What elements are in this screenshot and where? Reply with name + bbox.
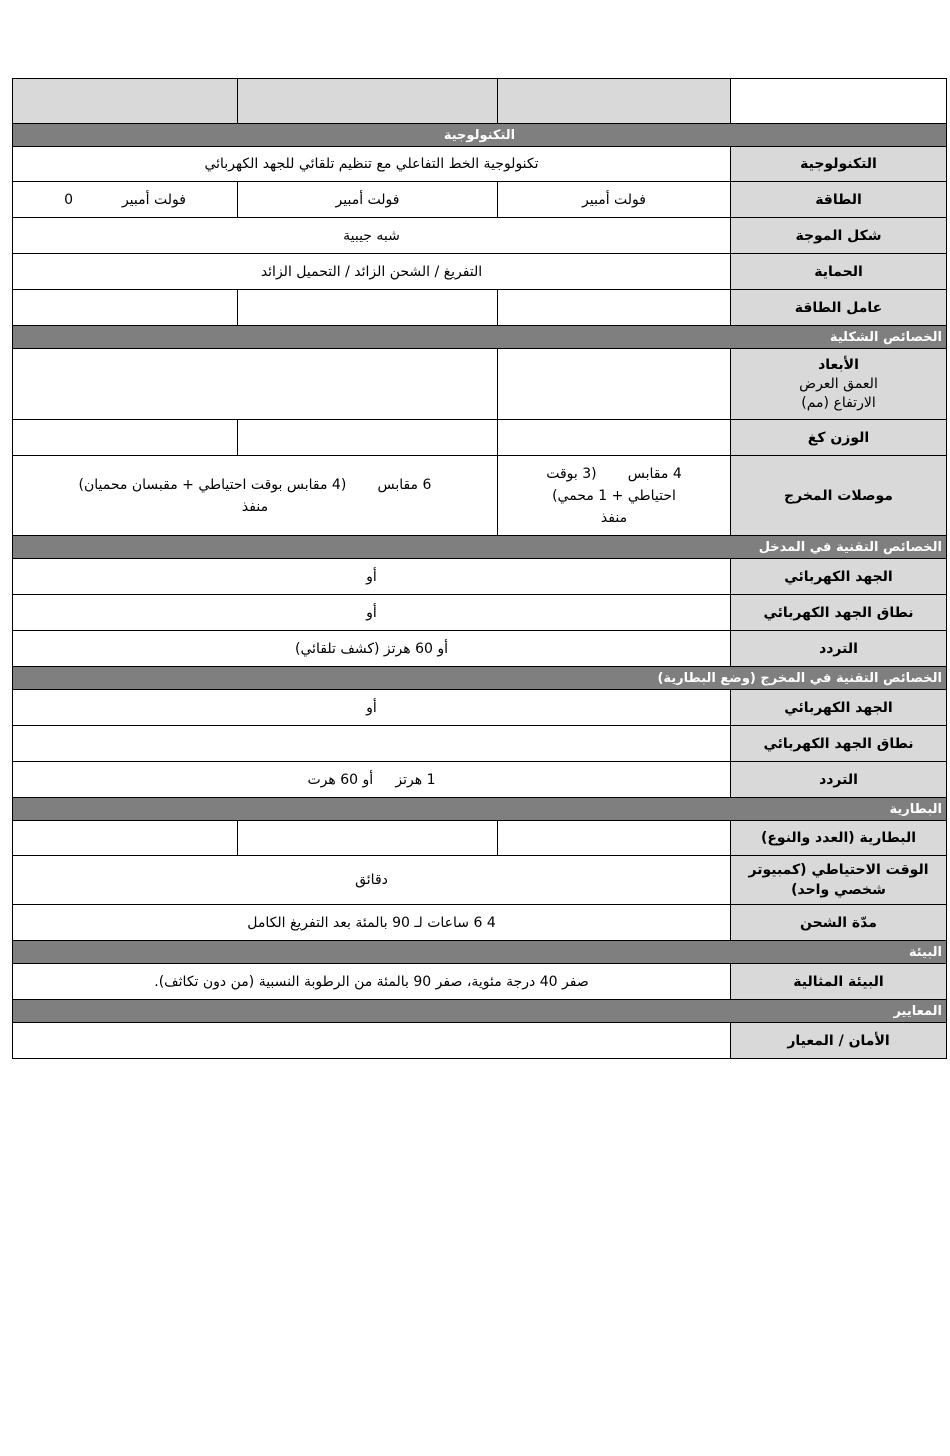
value-battery-2 (238, 821, 498, 856)
label-power: الطاقة (731, 182, 947, 218)
value-dimensions-1 (498, 349, 731, 420)
section-environment: البيئة (13, 941, 947, 964)
label-technology: التكنولوجية (731, 147, 947, 182)
outlets-1-line1: 4 مقابس (3 بوقت (546, 465, 682, 482)
section-battery: البطارية (13, 798, 947, 821)
value-weight-3 (13, 420, 238, 456)
outlets-1-line2: احتياطي + 1 محمي) (552, 487, 676, 504)
value-power-1: فولت أمبير (498, 182, 731, 218)
value-battery-3 (13, 821, 238, 856)
label-power-factor: عامل الطاقة (731, 290, 947, 326)
section-output: الخصائص التقنية في المخرج (وضع البطارية) (13, 667, 947, 690)
label-protection: الحماية (731, 254, 947, 290)
value-backup-time: دقائق (13, 856, 731, 905)
value-input-frequency: أو 60 هرتز (كشف تلقائي) (13, 631, 731, 667)
outlets-1-line3: منفذ (600, 509, 628, 526)
section-standards: المعايير (13, 1000, 947, 1023)
header-gray-cell (238, 79, 498, 124)
label-safety: الأمان / المعيار (731, 1023, 947, 1059)
label-input-voltage-range: نطاق الجهد الكهربائي (731, 595, 947, 631)
label-battery-type: البطارية (العدد والنوع) (731, 821, 947, 856)
value-input-voltage-range: أو (13, 595, 731, 631)
label-output-frequency: التردد (731, 762, 947, 798)
outlets-2-line2: منفذ (241, 498, 269, 515)
section-input: الخصائص التقنية في المدخل (13, 536, 947, 559)
value-ideal-environment: صفر 40 درجة مئوية، صفر 90 بالمئة من الرطوبة النسبية (من دون تكاثف). (13, 964, 731, 1000)
value-safety (13, 1023, 731, 1059)
label-charge-time: مدّة الشحن (731, 905, 947, 941)
label-input-voltage: الجهد الكهربائي (731, 559, 947, 595)
label-output-voltage: الجهد الكهربائي (731, 690, 947, 726)
value-power-factor-3 (13, 290, 238, 326)
label-waveform: شكل الموجة (731, 218, 947, 254)
value-waveform: شبه جيبية (13, 218, 731, 254)
dimensions-depth-width: العمق العرض (799, 375, 878, 392)
label-dimensions (731, 349, 947, 420)
section-physical: الخصائص الشكلية (13, 326, 947, 349)
value-charge-time: 4 6 ساعات لـ 90 بالمئة بعد التفريغ الكامل (13, 905, 731, 941)
output-frequency-b: أو 60 هرت (307, 771, 374, 788)
header-gray-cell (13, 79, 238, 124)
section-technology: التكنولوجية (13, 124, 947, 147)
output-frequency-a: 1 هرتز (395, 771, 436, 788)
value-power-factor-2 (238, 290, 498, 326)
dimensions-title: الأبعاد (818, 356, 859, 373)
value-output-voltage: أو (13, 690, 731, 726)
label-ideal-environment: البيئة المثالية (731, 964, 947, 1000)
value-protection: التفريغ / الشحن الزائد / التحميل الزائد (13, 254, 731, 290)
value-output-frequency (13, 762, 731, 798)
value-battery-1 (498, 821, 731, 856)
label-weight: الوزن كغ (731, 420, 947, 456)
label-backup-time: الوقت الاحتياطي (كمبيوتر شخصي واحد) (731, 856, 947, 905)
label-outlets: موصلات المخرج (731, 456, 947, 536)
value-power-2: فولت أمبير (238, 182, 498, 218)
dimensions-height: الارتفاع (مم) (801, 394, 876, 411)
header-gray-cell (498, 79, 731, 124)
value-weight-2 (238, 420, 498, 456)
spec-table (12, 78, 947, 1059)
value-power-3 (13, 182, 238, 218)
header-empty-cell (731, 79, 947, 124)
label-input-frequency: التردد (731, 631, 947, 667)
power-3-number: 0 (64, 191, 74, 208)
value-input-voltage: أو (13, 559, 731, 595)
outlets-2-line1: 6 مقابس (4 مقابس بوقت احتياطي + مقبسان محميان) (78, 476, 432, 493)
value-dimensions-2 (13, 349, 498, 420)
value-output-voltage-range (13, 726, 731, 762)
value-power-factor-1 (498, 290, 731, 326)
value-weight-1 (498, 420, 731, 456)
value-outlets-1 (498, 456, 731, 536)
label-output-voltage-range: نطاق الجهد الكهربائي (731, 726, 947, 762)
value-technology: تكنولوجية الخط التفاعلي مع تنظيم تلقائي للجهد الكهربائي (13, 147, 731, 182)
value-outlets-2 (13, 456, 498, 536)
power-3-unit: فولت أمبير (121, 191, 186, 208)
